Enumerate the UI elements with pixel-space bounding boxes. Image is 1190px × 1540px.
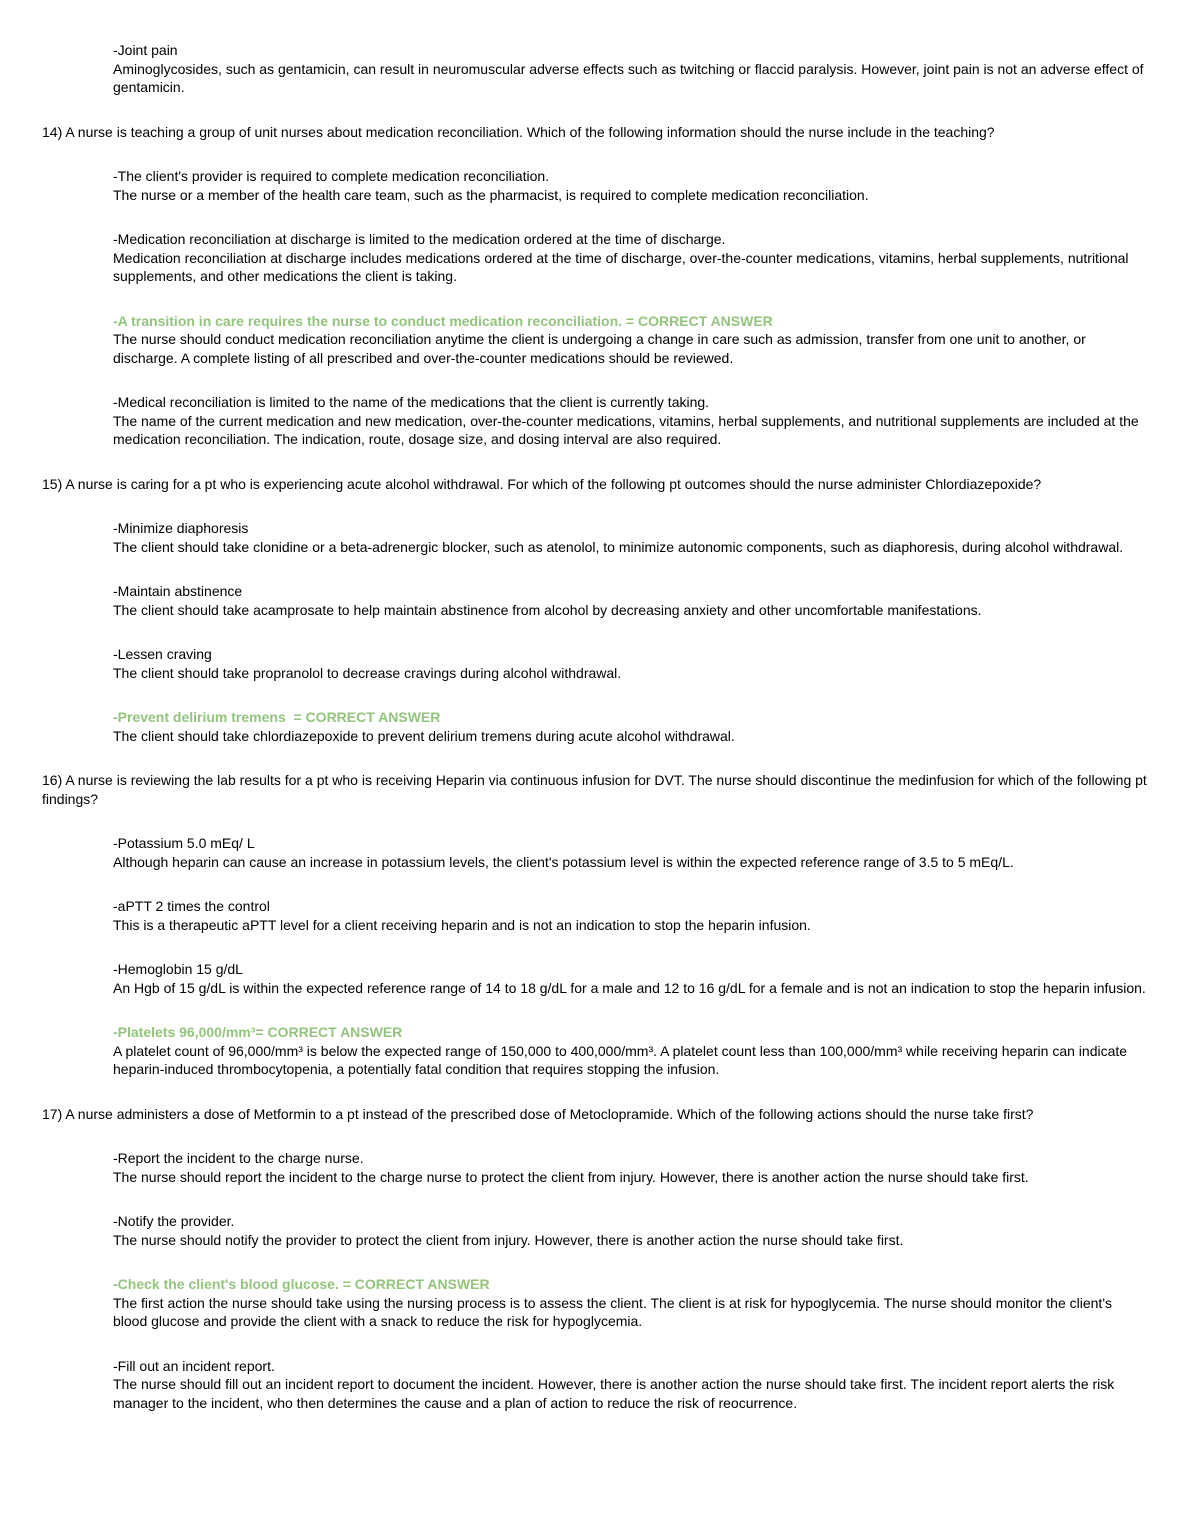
option-label: -aPTT 2 times the control (113, 898, 270, 914)
option-explanation: Medication reconciliation at discharge includes medications ordered at the time of discharge, over-the-counter medications, vitamins, herbal supplements, nutritional supplements, and other medications the client is taking. (113, 249, 1133, 284)
answer-option-block (42, 1149, 1148, 1186)
answer-option-block (42, 708, 1148, 745)
option-explanation: A platelet count of 96,000/mm³ is below the expected range of 150,000 to 400,000/mm³. A platelet count less than 100,000/mm³ while receiving heparin can indicate heparin-induced thrombocytopenia, a potentially fatal condition that requires stopping the infusion. (113, 1042, 1131, 1077)
correct-answer-label: -A transition in care requires the nurse to conduct medication reconciliation. = CORRECT ANSWER (113, 312, 773, 329)
answer-option-block (42, 1357, 1148, 1413)
option-explanation: Although heparin can cause an increase in potassium levels, the client's potassium level is within the expected reference range of 3.5 to 5 mEq/L. (113, 853, 1014, 870)
option-label: -Medication reconciliation at discharge is limited to the medication ordered at the time of discharge. (113, 231, 726, 247)
answer-option-block (42, 834, 1148, 871)
answer-option-block (42, 582, 1148, 619)
question-text: 17) A nurse administers a dose of Metformin to a pt instead of the prescribed dose of Metoclopramide. Which of the following actions should the nurse take first? (42, 1105, 1034, 1122)
answer-option-block (42, 167, 1148, 204)
option-explanation: The client should take clonidine or a beta-adrenergic blocker, such as atenolol, to minimize autonomic components, such as diaphoresis, during alcohol withdrawal. (113, 538, 1124, 555)
option-label: -Lessen craving (113, 646, 212, 662)
option-label: -Report the incident to the charge nurse. (113, 1150, 364, 1166)
option-explanation: The nurse should report the incident to the charge nurse to protect the client from injury. However, there is another action the nurse should take first. (113, 1168, 1029, 1185)
answer-option-block (42, 645, 1148, 682)
option-explanation: The nurse or a member of the health care team, such as the pharmacist, is required to complete medication reconciliation. (113, 186, 869, 203)
option-explanation: The nurse should fill out an incident report to document the incident. However, there is another action the nurse should take first. The incident report alerts the risk manager to the incident, who then determines the cause and a plan of action to reduce the risk of reocurrence. (113, 1376, 1119, 1411)
option-explanation: Aminoglycosides, such as gentamicin, can result in neuromuscular adverse effects such as twitching or flaccid paralysis. However, joint pain is not an adverse effect of gentamicin. (113, 60, 1148, 95)
option-label: -Minimize diaphoresis (113, 520, 249, 536)
option-label: -Joint pain (113, 42, 178, 58)
correct-answer-label: -Platelets 96,000/mm³= CORRECT ANSWER (113, 1024, 403, 1040)
answer-option-block (42, 897, 1148, 934)
option-label: -Notify the provider. (113, 1213, 235, 1229)
correct-answer-label: -Check the client's blood glucose. = CORRECT ANSWER (113, 1276, 490, 1292)
correct-answer-label: -Prevent delirium tremens = CORRECT ANSWER (113, 709, 441, 725)
answer-option-block (42, 1212, 1148, 1249)
option-label: -Fill out an incident report. (113, 1357, 275, 1374)
answer-option-block (42, 1275, 1148, 1331)
answer-option-block (42, 519, 1148, 556)
option-label: -The client's provider is required to complete medication reconciliation. (113, 168, 550, 184)
option-explanation: The client should take propranolol to decrease cravings during alcohol withdrawal. (113, 664, 622, 681)
answer-option-block (42, 41, 1148, 97)
option-explanation: An Hgb of 15 g/dL is within the expected reference range of 14 to 18 g/dL for a male and 12 to 16 g/dL for a female and is not an indication to stop the heparin infusion. (113, 979, 1146, 996)
document-content (42, 41, 1151, 1412)
option-explanation: The nurse should notify the provider to protect the client from injury. However, there is another action the nurse should take first. (113, 1231, 904, 1248)
answer-option-block (42, 312, 1148, 368)
answer-option-block (42, 960, 1148, 997)
question-text: 16) A nurse is reviewing the lab results for a pt who is receiving Heparin via continuous infusion for DVT. The nurse should discontinue the medinfusion for which of the following pt findings? (42, 772, 1151, 807)
option-explanation: The client should take chlordiazepoxide to prevent delirium tremens during acute alcohol withdrawal. (113, 727, 735, 744)
answer-option-block (42, 230, 1148, 286)
answer-option-block (42, 1023, 1148, 1079)
option-label: -Maintain abstinence (113, 583, 243, 599)
option-explanation: The client should take acamprosate to help maintain abstinence from alcohol by decreasing anxiety and other uncomfortable manifestations. (113, 601, 982, 618)
option-label: -Potassium 5.0 mEq/ L (113, 835, 255, 851)
option-explanation: This is a therapeutic aPTT level for a client receiving heparin and is not an indication to stop the heparin infusion. (113, 916, 811, 933)
option-label: -Hemoglobin 15 g/dL (113, 961, 243, 977)
answer-option-block (42, 393, 1148, 449)
option-label: -Medical reconciliation is limited to the name of the medications that the client is currently taking. (113, 394, 710, 410)
option-explanation: The nurse should conduct medication reconciliation anytime the client is undergoing a change in care such as admission, transfer from one unit to another, or discharge. A complete listing of all prescribed and over-the-counter medications should be reviewed. (113, 331, 1090, 366)
option-explanation: The first action the nurse should take using the nursing process is to assess the client. The client is at risk for hypoglycemia. The nurse should monitor the client's blood glucose and provide the client with a snack to reduce the risk for hypoglycemia. (113, 1294, 1116, 1329)
question-text: 14) A nurse is teaching a group of unit nurses about medication reconciliation. Which of the following information should the nurse include in the teaching? (42, 123, 995, 140)
option-explanation: The name of the current medication and new medication, over-the-counter medications, vitamins, herbal supplements, and nutritional supplements are included at the medication reconciliation. The indication, route, dosage size, and dosing interval are also required. (113, 412, 1143, 447)
question-text: 15) A nurse is caring for a pt who is experiencing acute alcohol withdrawal. For which of the following pt outcomes should the nurse administer Chlordiazepoxide? (42, 475, 1042, 492)
